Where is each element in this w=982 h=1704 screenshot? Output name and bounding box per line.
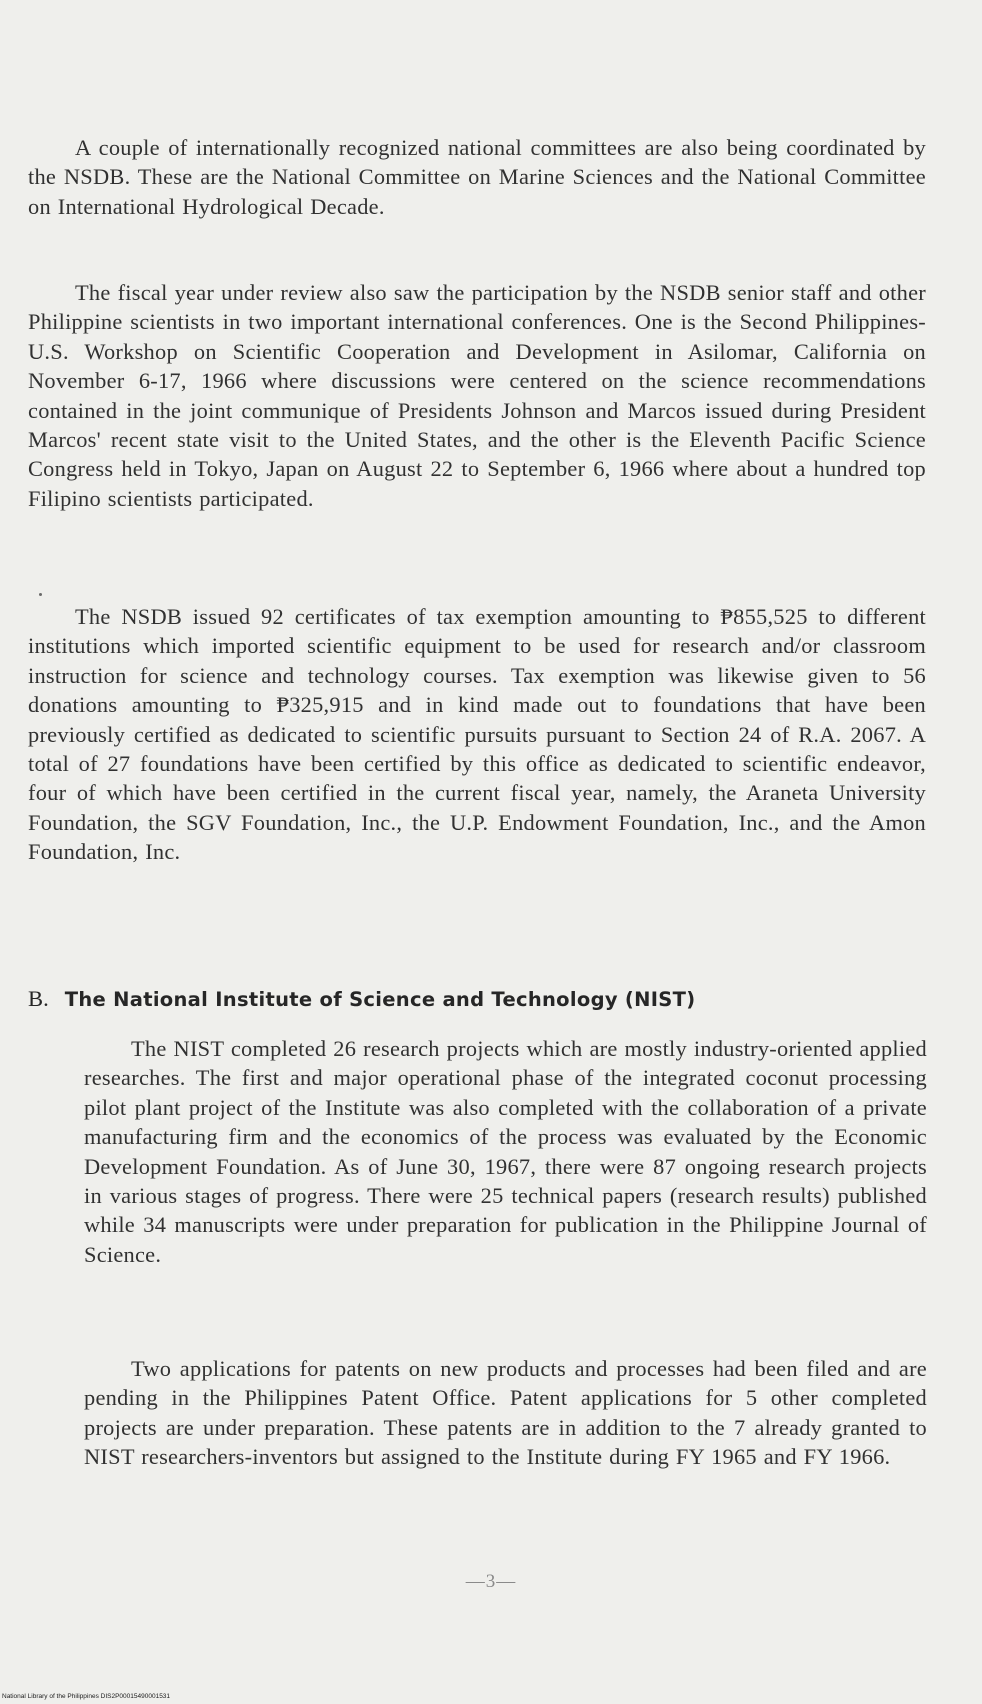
paragraph-text: Two applications for patents on new products and processes had been filed and are pending in the Philippines Patent Office. Patent applications for 5 other completed projects are under preparation. These patents are in addition to the 7 already granted to NIST researchers-inventors but assigned to the Institute during FY 1965 and FY 1966. bbox=[84, 1356, 927, 1470]
page-number: —3— bbox=[465, 1571, 517, 1592]
paragraph-national-committees bbox=[28, 133, 926, 221]
paragraph-nist-research bbox=[84, 1034, 927, 1269]
scan-footer-metadata: National Library of the Philippines DIS2P00015490001531 bbox=[2, 1693, 171, 1700]
section-title: The National Institute of Science and Technology (NIST) bbox=[64, 988, 696, 1011]
paragraph-text: The fiscal year under review also saw the participation by the NSDB senior staff and other Philippine scientists in two important international conferences. One is the Second Philippines-U.S. Workshop on Scientific Cooperation and Development in Asilomar, California on November 6-17, 1966 where discussions were centered on the science recommendations contained in the joint communique of Presidents Johnson and Marcos issued during President Marcos' recent state visit to the United States, and the other is the Eleventh Pacific Science Congress held in Tokyo, Japan on August 22 to September 6, 1966 where about a hundred top Filipino scientists participated. bbox=[28, 280, 926, 511]
section-heading-nist bbox=[28, 984, 928, 1015]
paragraph-international-conferences bbox=[28, 278, 926, 513]
paragraph-text: A couple of internationally recognized national committees are also being coordinated by the NSDB. These are the National Committee on Marine Sciences and the National Committee on International Hydrological Decade. bbox=[28, 135, 926, 219]
paragraph-nist-patents bbox=[84, 1354, 927, 1472]
scan-speck bbox=[39, 593, 42, 596]
section-letter: B. bbox=[28, 986, 49, 1011]
paragraph-tax-exemption bbox=[28, 602, 926, 867]
paragraph-text: The NIST completed 26 research projects which are mostly industry-oriented applied researches. The first and major operational phase of the integrated coconut processing pilot plant project of the Institute was also completed with the collaboration of a private manufacturing firm and the economics of the process was evaluated by the Economic Development Foundation. As of June 30, 1967, there were 87 ongoing research projects in various stages of progress. There were 25 technical papers (research results) published while 34 manuscripts were under preparation for publication in the Philippine Journal of Science. bbox=[84, 1036, 927, 1267]
paragraph-text: The NSDB issued 92 certificates of tax exemption amounting to ₱855,525 to different institutions which imported scientific equipment to be used for research and/or classroom instruction for science and technology courses. Tax exemption was likewise given to 56 donations amounting to ₱325,915 and in kind made out to foundations that have been previously certified as dedicated to scientific pursuits pursuant to Section 24 of R.A. 2067. A total of 27 foundations have been certified by this office as dedicated to scientific endeavor, four of which have been certified in the current fiscal year, namely, the Araneta University Foundation, the SGV Foundation, Inc., the U.P. Endowment Foundation, Inc., and the Amon Foundation, Inc. bbox=[28, 604, 926, 865]
